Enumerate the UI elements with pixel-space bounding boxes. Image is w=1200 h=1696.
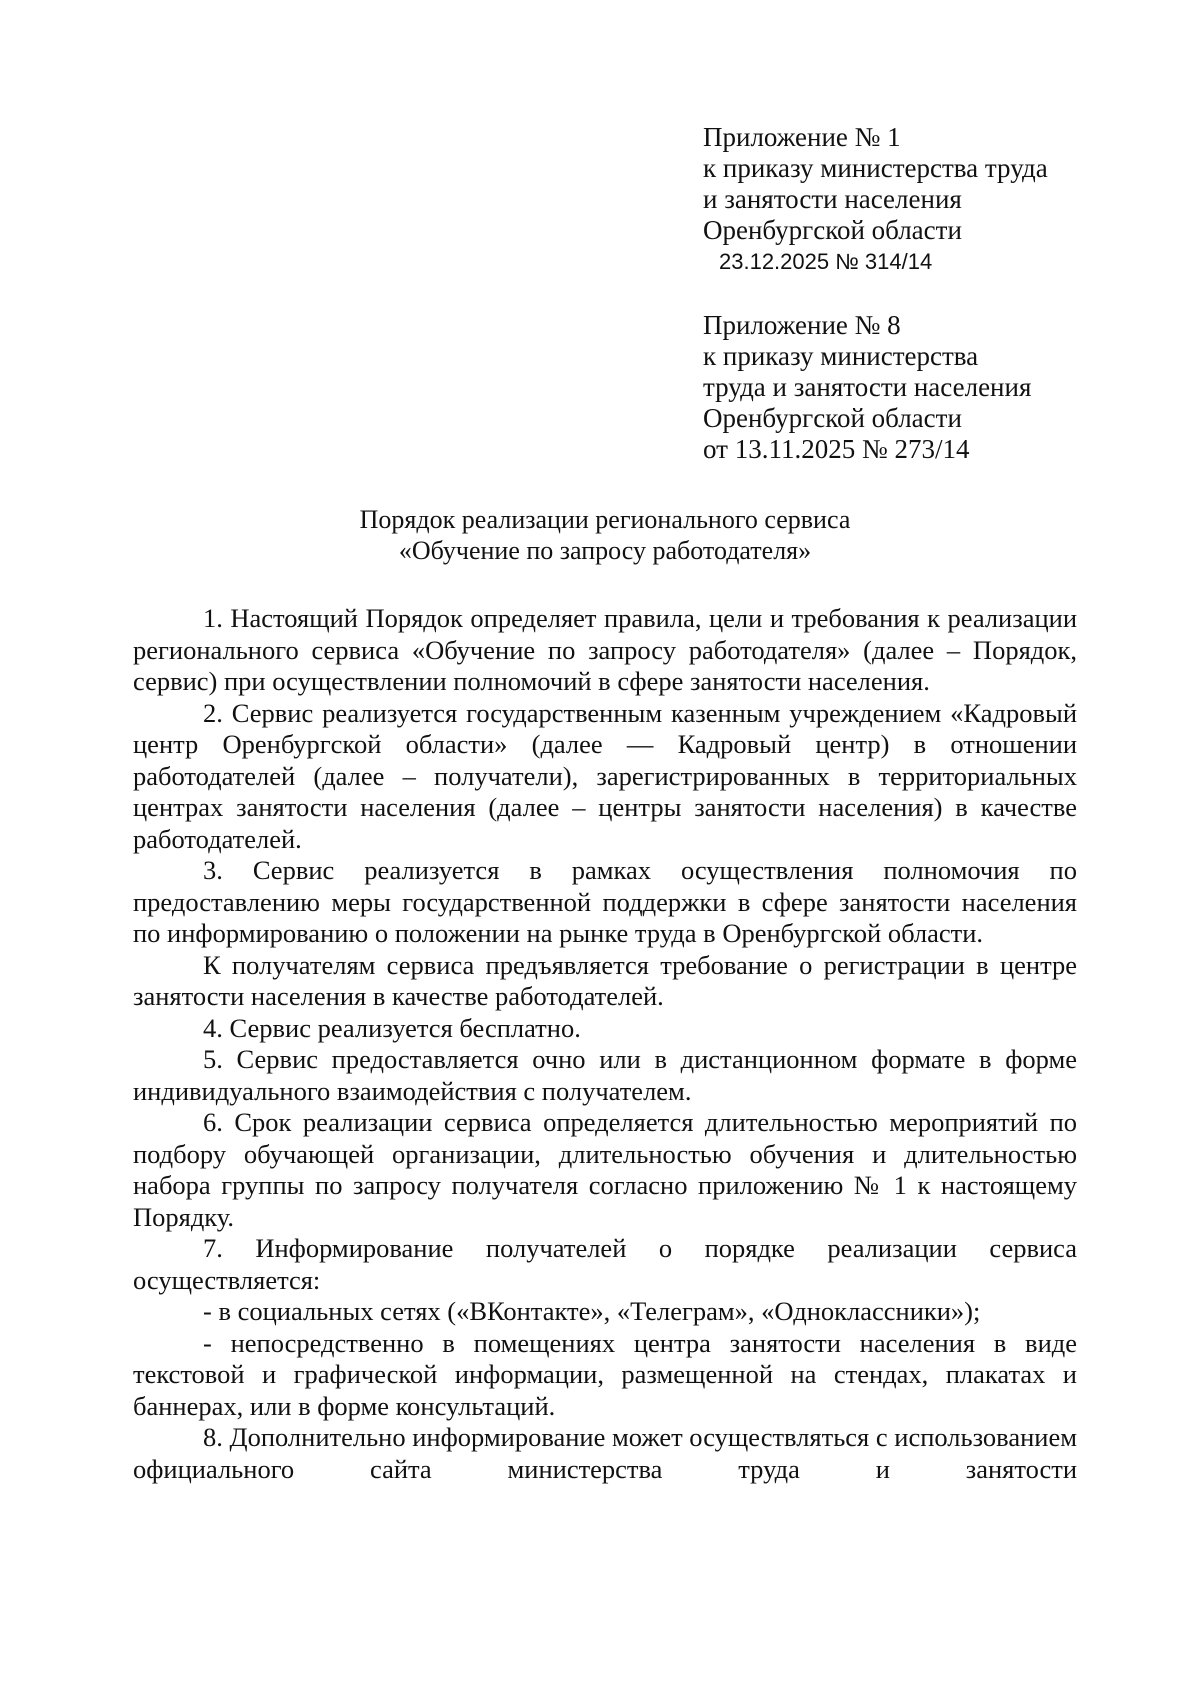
paragraph-7-bullet-social: - в социальных сетях («ВКонтакте», «Телеграм», «Одноклассники»); [203,1296,981,1326]
paragraph-7: 7. Информирование получателей о порядке реализации сервиса осуществляется: [133,1233,1077,1295]
annex-8-line: к приказу министерства [703,341,979,371]
annex-1-line: Приложение № 1 [703,122,901,152]
paragraph-1: 1. Настоящий Порядок определяет правила, цели и требования к реализации регионального сервиса «Обучение по запросу работодателя» (далее – Порядок, сервис) при осуществлении полномочий в сфере занятости населения. [133,603,1077,696]
paragraph-5: 5. Сервис предоставляется очно или в дистанционном формате в форме индивидуального взаимодействия с получателем. [133,1044,1077,1106]
paragraph-7-bullet-premises: - непосредственно в помещениях центра занятости населения в виде текстовой и графической информации, размещенной на стендах, плакатах и баннерах, или в форме консультаций. [133,1327,1077,1421]
paragraph-2: 2. Сервис реализуется государственным казенным учреждением «Кадровый центр Оренбургской области» (далее — Кадровый центр) в отношении работодателей (далее – получатели), зарегистрированных в территориальных центрах занятости населения (далее – центры занятости населения) в качестве работодателей. [133,697,1077,854]
annex-1-header [703,122,1163,277]
title-line: «Обучение по запросу работодателя» [398,536,812,565]
document-body [133,603,1077,1485]
paragraph-8: 8. Дополнительно информирование может осуществляться с использованием официального сайта министерства труда и занятости [133,1422,1077,1484]
annex-8-line: Оренбургской области [703,403,962,433]
annex-1-line: Оренбургской области [703,215,962,245]
document-title [140,504,1070,566]
annex-8-line: Приложение № 8 [703,310,901,340]
paragraph-3-requirement: К получателям сервиса предъявляется требование о регистрации в центре занятости населения в качестве работодателей. [133,949,1077,1011]
annex-1-date-number: 23.12.2025 № 314/14 [719,249,933,274]
title-line: Порядок реализации регионального сервиса [359,505,851,534]
annex-8-header [703,310,1163,465]
annex-1-line: и занятости населения [703,184,962,214]
annex-8-date-number: от 13.11.2025 № 273/14 [703,434,970,464]
paragraph-6: 6. Срок реализации сервиса определяется длительностью мероприятий по подбору обучающей организации, длительностью обучения и длительностью набора группы по запросу получателя согласно приложению № 1 к настоящему Порядку. [133,1107,1077,1232]
annex-1-line: к приказу министерства труда [703,153,1048,183]
annex-8-line: труда и занятости населения [703,372,1032,402]
paragraph-4: 4. Сервис реализуется бесплатно. [203,1012,581,1043]
paragraph-3: 3. Сервис реализуется в рамках осуществления полномочия по предоставлению меры государственной поддержки в сфере занятости населения по информированию о положении на рынке труда в Оренбургской области. [133,855,1077,948]
